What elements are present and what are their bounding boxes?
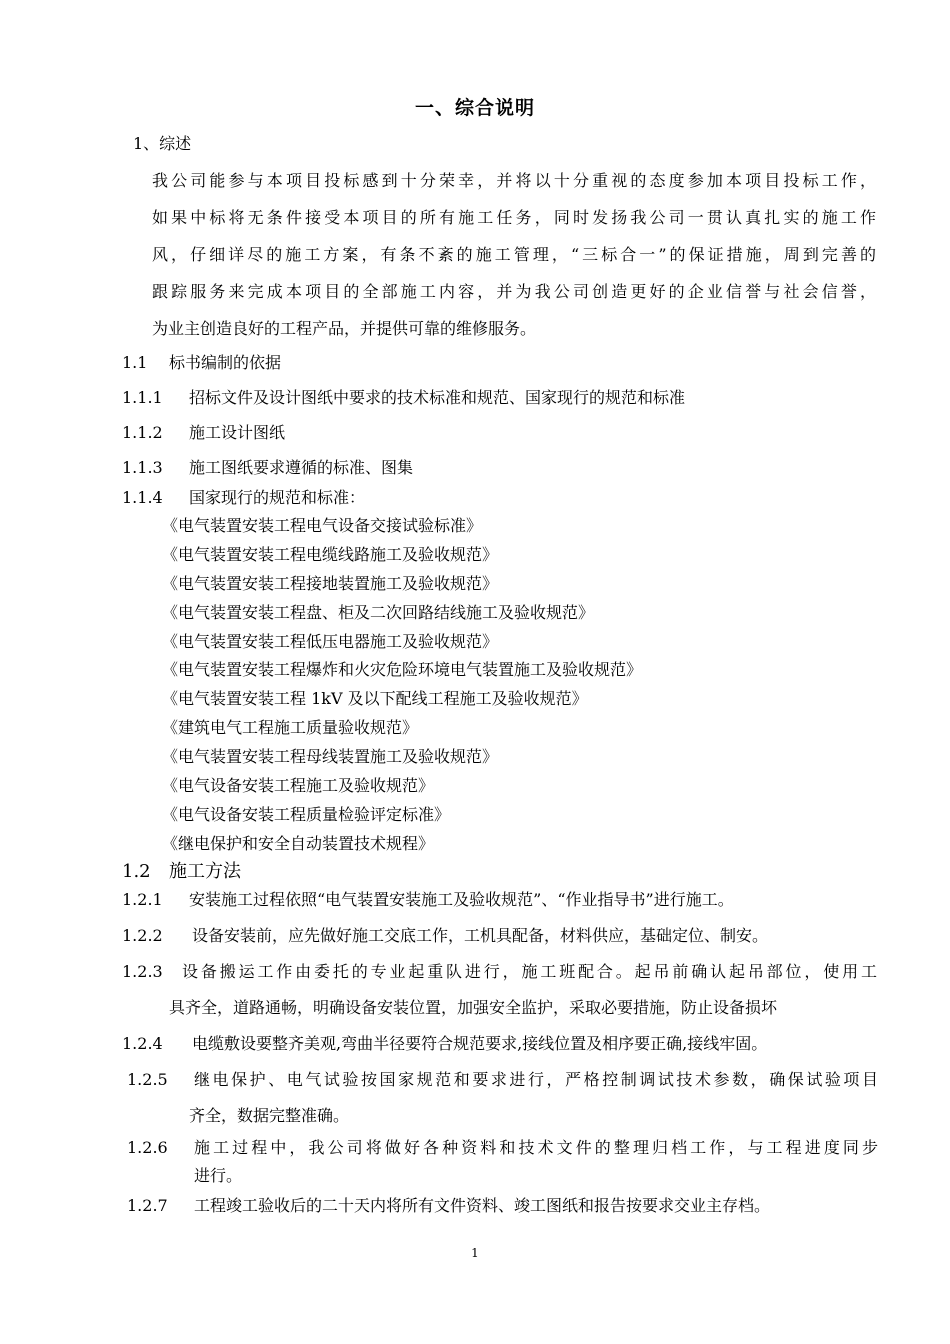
section-heading-overview: 1、综述 — [133, 134, 192, 153]
standard-item: 《建筑电气工程施工质量验收规范》 — [162, 718, 419, 737]
item-text: 设备搬运工作由委托的专业起重队进行，施工班配合。起吊前确认起吊部位，使用工 — [182, 962, 877, 981]
section-number: 1.2 — [122, 861, 151, 882]
standard-item: 《电气装置安装工程电气设备交接试验标准》 — [162, 516, 483, 535]
item-text-continued: 进行。 — [194, 1166, 243, 1185]
item-text: 安装施工过程依照“电气装置安装施工及验收规范”、“作业指导书”进行施工。 — [189, 890, 734, 909]
standard-item: 《电气装置安装工程接地装置施工及验收规范》 — [162, 574, 499, 593]
standard-item: 《电气设备安装工程质量检验评定标准》 — [162, 805, 451, 824]
item-number: 1.1.1 — [122, 388, 163, 407]
section-title: 标书编制的依据 — [169, 353, 282, 372]
paragraph-line: 跟踪服务来完成本项目的全部施工内容，并为我公司创造更好的企业信誉与社会信誉， — [152, 282, 876, 301]
standard-item: 《电气装置安装工程电缆线路施工及验收规范》 — [162, 545, 499, 564]
item-text: 施工过程中，我公司将做好各种资料和技术文件的整理归档工作，与工程进度同步 — [194, 1138, 878, 1157]
paragraph-line: 我公司能参与本项目投标感到十分荣幸，并将以十分重视的态度参加本项目投标工作， — [152, 171, 876, 190]
item-text: 继电保护、电气试验按国家规范和要求进行，严格控制调试技术参数，确保试验项目 — [194, 1070, 878, 1089]
item-number: 1.1.3 — [122, 458, 163, 477]
item-number: 1.2.1 — [122, 890, 163, 909]
item-number: 1.2.7 — [127, 1196, 168, 1215]
section-number: 1.1 — [122, 353, 148, 372]
item-number: 1.1.2 — [122, 423, 163, 442]
item-text: 电缆敷设要整齐美观,弯曲半径要符合规范要求,接线位置及相序要正确,接线牢固。 — [192, 1034, 768, 1053]
standard-item: 《电气装置安装工程爆炸和火灾危险环境电气装置施工及验收规范》 — [162, 660, 643, 679]
item-text-continued: 具齐全，道路通畅，明确设备安装位置，加强安全监护，采取必要措施，防止设备损坏 — [169, 998, 778, 1017]
item-number: 1.2.6 — [127, 1138, 168, 1157]
item-text: 施工设计图纸 — [189, 423, 286, 442]
paragraph-line: 为业主创造良好的工程产品，并提供可靠的维修服务。 — [152, 319, 537, 338]
paragraph-line: 风，仔细详尽的施工方案，有条不紊的施工管理，“三标合一”的保证措施，周到完善的 — [152, 245, 876, 264]
item-text: 招标文件及设计图纸中要求的技术标准和规范、国家现行的规范和标准 — [189, 388, 686, 407]
paragraph-line: 如果中标将无条件接受本项目的所有施工任务，同时发扬我公司一贯认真扎实的施工作 — [152, 208, 876, 227]
page-title: 一、综合说明 — [414, 97, 535, 119]
item-number: 1.2.5 — [127, 1070, 168, 1089]
item-text-continued: 齐全，数据完整准确。 — [189, 1106, 350, 1125]
standard-item: 《电气装置安装工程母线装置施工及验收规范》 — [162, 747, 499, 766]
item-number: 1.2.4 — [122, 1034, 163, 1053]
item-number: 1.1.4 — [122, 488, 163, 507]
standard-item: 《电气装置安装工程 1kV 及以下配线工程施工及验收规范》 — [162, 689, 588, 708]
standard-item: 《电气装置安装工程盘、柜及二次回路结线施工及验收规范》 — [162, 603, 595, 622]
item-text: 施工图纸要求遵循的标准、图集 — [189, 458, 414, 477]
item-text: 工程竣工验收后的二十天内将所有文件资料、竣工图纸和报告按要求交业主存档。 — [194, 1196, 771, 1215]
standard-item: 《电气装置安装工程低压电器施工及验收规范》 — [162, 632, 499, 651]
item-number: 1.2.3 — [122, 962, 163, 981]
page-number: 1 — [471, 1246, 479, 1260]
standard-item: 《电气设备安装工程施工及验收规范》 — [162, 776, 435, 795]
item-text: 国家现行的规范和标准： — [189, 488, 366, 507]
item-number: 1.2.2 — [122, 926, 163, 945]
standard-item: 《继电保护和安全自动装置技术规程》 — [162, 834, 435, 853]
section-title: 施工方法 — [169, 861, 241, 882]
item-text: 设备安装前，应先做好施工交底工作，工机具配备，材料供应，基础定位、制安。 — [192, 926, 769, 945]
